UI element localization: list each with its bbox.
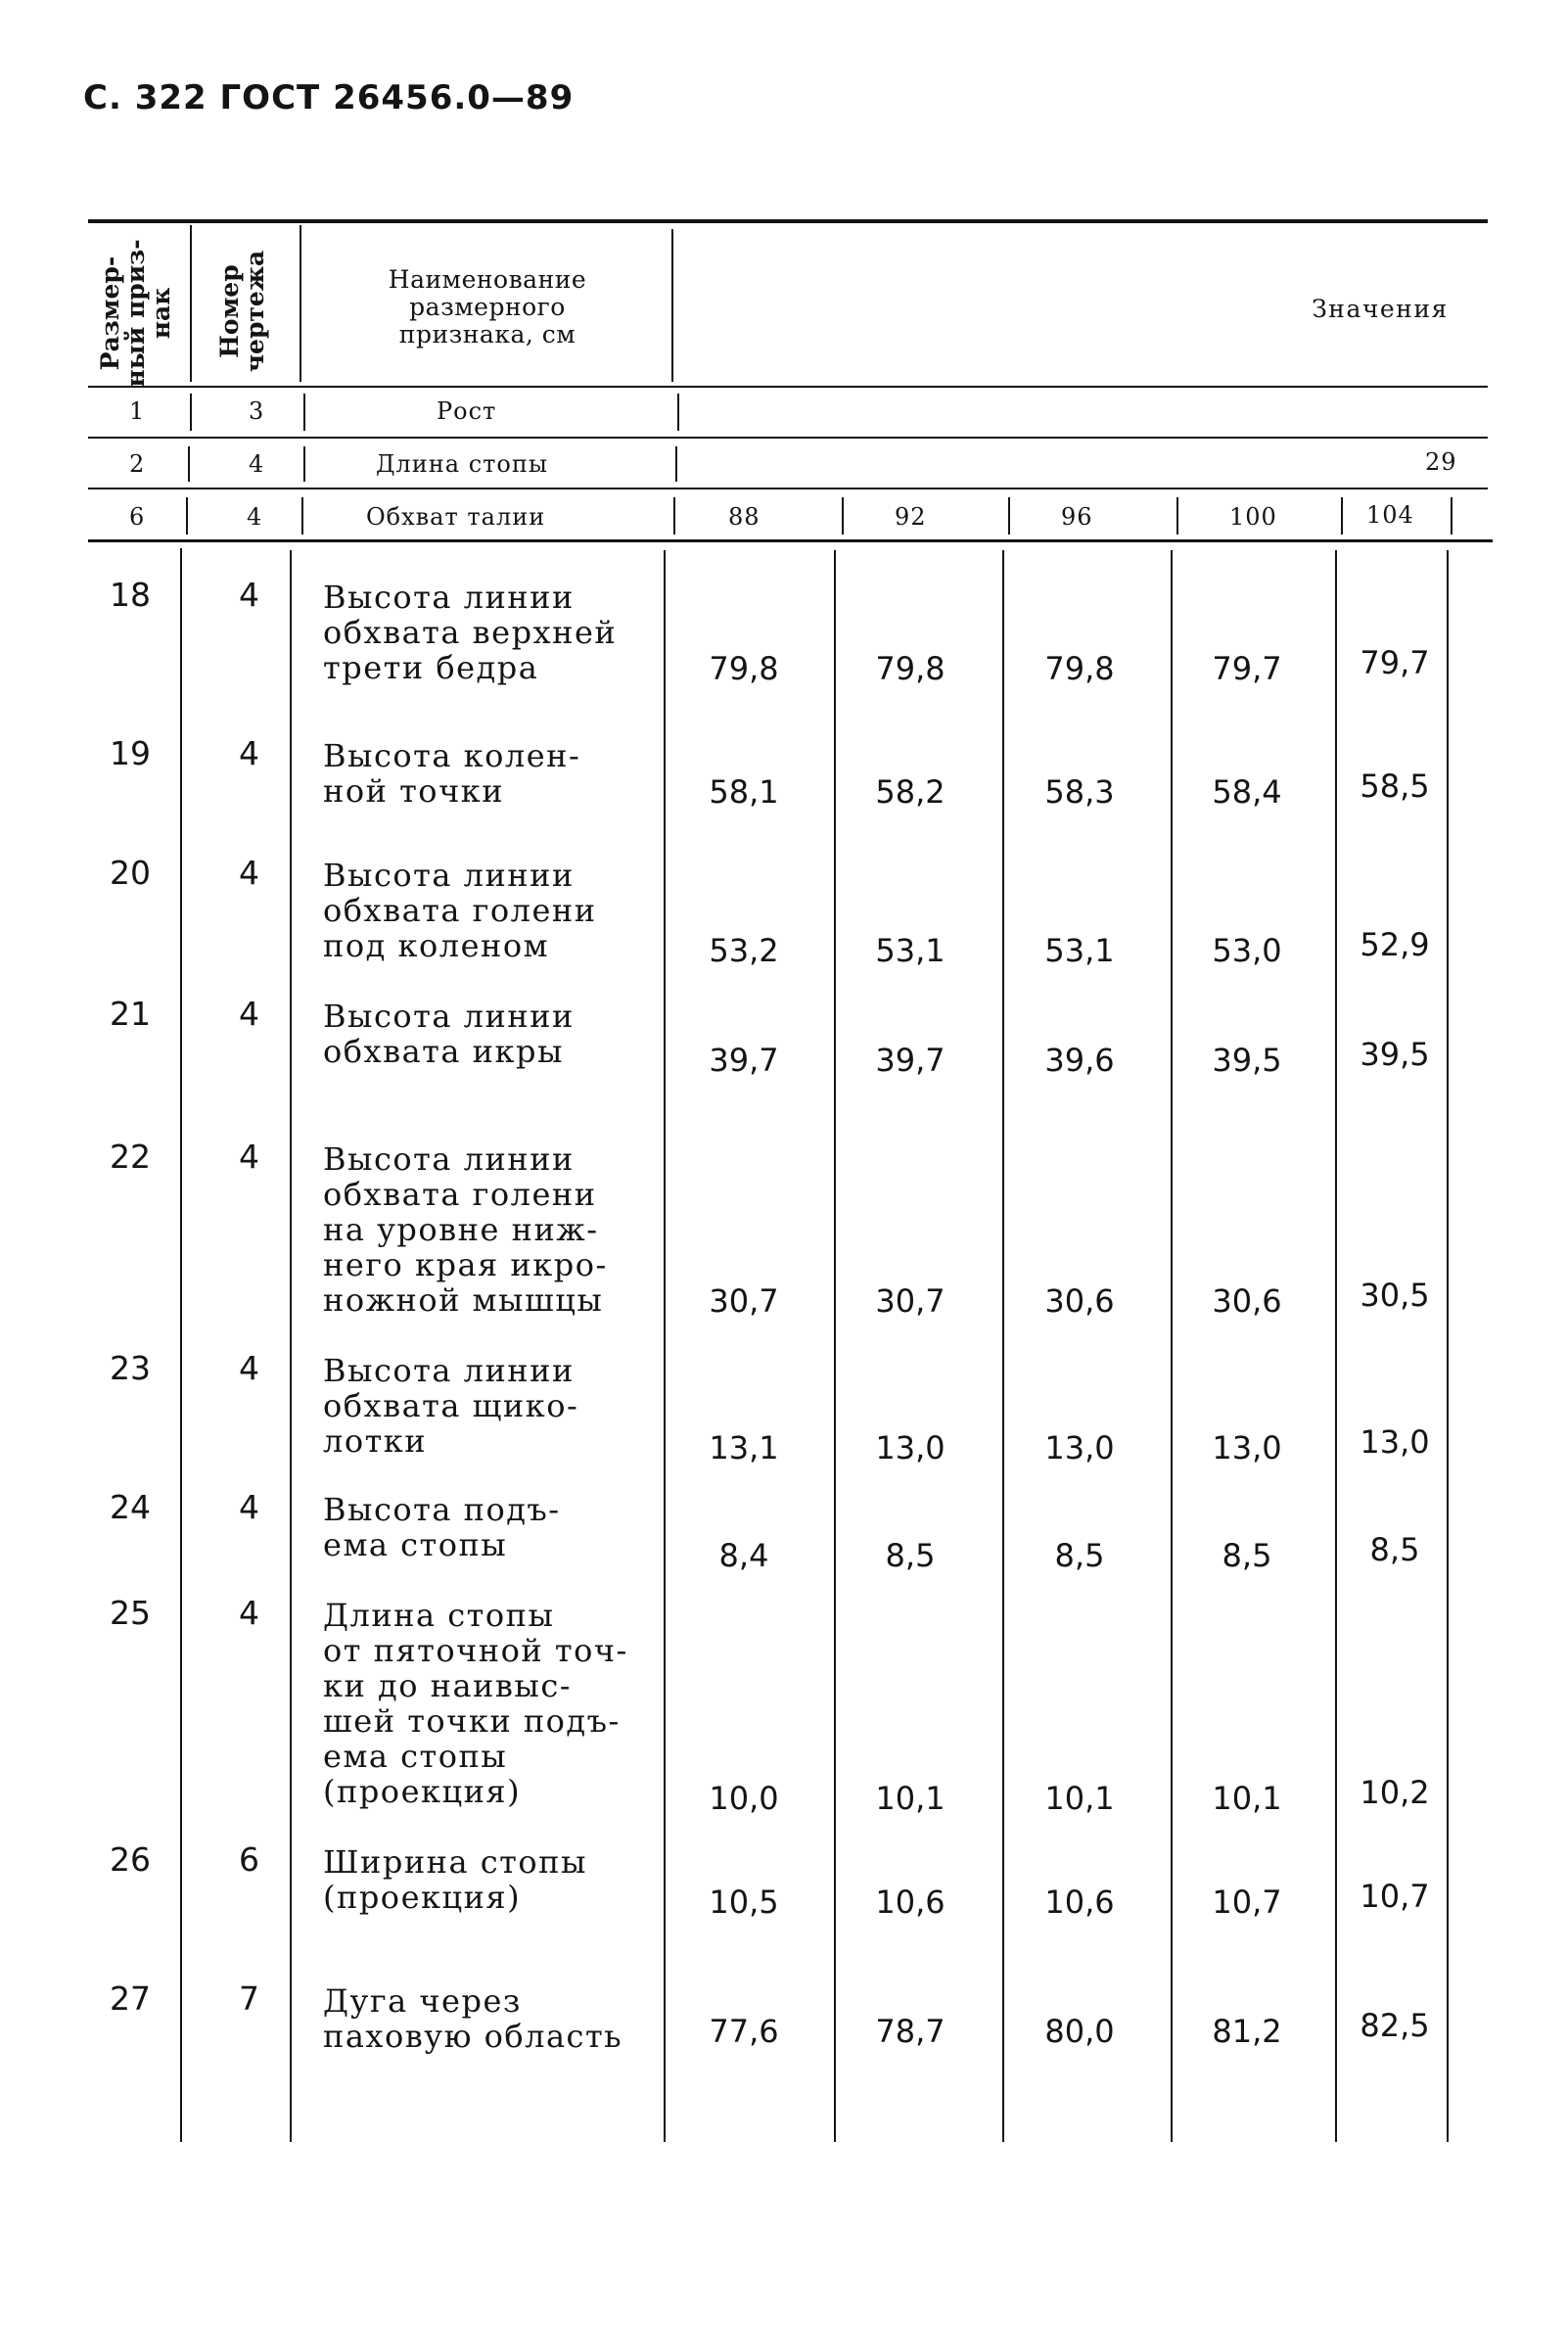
row-number: 19 (110, 734, 151, 772)
row3-vline-2 (301, 497, 303, 535)
row-value-2: 53,1 (875, 932, 945, 969)
row-value-5: 10,7 (1360, 1878, 1430, 1915)
row-value-2: 30,7 (875, 1282, 945, 1320)
row-value-3: 39,6 (1044, 1042, 1115, 1079)
row-value-1: 13,1 (709, 1429, 779, 1466)
row-drawing-number: 7 (239, 1979, 259, 2018)
header-bottom-rule (88, 386, 1488, 388)
row-value-5: 58,5 (1360, 768, 1430, 805)
waist-value-5: 104 (1366, 501, 1414, 529)
row3-vline-1 (186, 497, 188, 535)
waist-value-2: 92 (895, 503, 927, 531)
row-drawing-number: 4 (239, 1594, 259, 1632)
row-drawing-number: 4 (239, 1349, 259, 1387)
row3-vline-5 (1008, 497, 1010, 535)
row-value-3: 58,3 (1044, 773, 1115, 811)
row-value-3: 10,1 (1044, 1780, 1115, 1817)
row-value-1: 53,2 (709, 932, 779, 969)
row-value-3: 80,0 (1044, 2013, 1115, 2050)
row-value-1: 8,4 (718, 1537, 769, 1574)
row-value-4: 39,5 (1212, 1042, 1282, 1079)
row-value-2: 58,2 (875, 773, 945, 811)
row-value-3: 10,6 (1044, 1884, 1115, 1921)
header-vline-2 (300, 225, 301, 382)
row-value-4: 30,6 (1212, 1282, 1282, 1320)
row-feature-name: Ширина стопы (проекция) (323, 1843, 587, 1916)
row-value-3: 79,8 (1044, 650, 1115, 687)
row3-vline-4 (842, 497, 844, 535)
row2-vline-3 (675, 446, 677, 482)
row-value-1: 30,7 (709, 1282, 779, 1320)
row-value-3: 8,5 (1054, 1537, 1105, 1574)
row-value-4: 13,0 (1212, 1429, 1282, 1466)
row-feature-name: Высота подъ- ема стопы (323, 1491, 561, 1563)
row-feature-name: Высота линии обхвата голени на уровне ниж- него края икро- ножной мышцы (323, 1140, 608, 1319)
row-value-5: 30,5 (1360, 1277, 1430, 1314)
row-value-5: 79,7 (1360, 644, 1430, 681)
row-number: 23 (110, 1349, 151, 1387)
row1-vline-2 (303, 394, 305, 431)
header-vline-1 (190, 225, 192, 382)
waist-value-1: 88 (728, 503, 761, 531)
row-feature-name: Высота колен- ной точки (323, 737, 581, 810)
row-value-4: 10,7 (1212, 1884, 1282, 1921)
body-vline-2 (290, 550, 292, 2142)
row1-bottom-rule (88, 437, 1488, 439)
row-value-1: 77,6 (709, 2013, 779, 2050)
row-number: 27 (110, 1979, 151, 2018)
row1-vline-3 (677, 394, 679, 431)
row-value-4: 53,0 (1212, 932, 1282, 969)
row-value-5: 82,5 (1360, 2007, 1430, 2044)
row-drawing-number: 6 (239, 1840, 259, 1879)
body-vline-4 (834, 550, 836, 2142)
row-value-5: 52,9 (1360, 926, 1430, 963)
row-value-3: 13,0 (1044, 1429, 1115, 1466)
row-drawing-number: 4 (239, 1138, 259, 1176)
param-row-2-value: 29 (1425, 448, 1457, 476)
row-value-5: 8,5 (1369, 1531, 1420, 1568)
col-header-feature: Размер- ный приз- нак (96, 239, 175, 388)
param-row-1-name: Рост (437, 397, 497, 425)
row3-bottom-rule (88, 539, 1493, 542)
body-vline-5 (1002, 550, 1004, 2142)
param-row-1-num: 1 (129, 397, 146, 425)
row-drawing-number: 4 (239, 576, 259, 614)
row-value-3: 30,6 (1044, 1282, 1115, 1320)
row-value-2: 79,8 (875, 650, 945, 687)
param-row-2-drawing: 4 (249, 450, 265, 478)
row-value-1: 10,0 (709, 1780, 779, 1817)
row-number: 25 (110, 1594, 151, 1632)
body-vline-6 (1171, 550, 1173, 2142)
row-value-4: 8,5 (1222, 1537, 1272, 1574)
row-value-1: 39,7 (709, 1042, 779, 1079)
row3-vline-3 (673, 497, 675, 535)
col-header-name: Наименование размерного признака, см (388, 265, 587, 349)
body-vline-1 (180, 548, 182, 2142)
table-top-rule (88, 219, 1488, 223)
header-vline-3 (671, 229, 673, 382)
row2-vline-1 (188, 446, 190, 482)
page-header: С. 322 ГОСТ 26456.0—89 (83, 78, 575, 117)
row3-vline-8 (1451, 497, 1453, 535)
row-drawing-number: 4 (239, 995, 259, 1033)
row-value-1: 58,1 (709, 773, 779, 811)
row-value-2: 10,6 (875, 1884, 945, 1921)
param-row-3-num: 6 (129, 503, 146, 531)
waist-value-3: 96 (1061, 503, 1093, 531)
row-number: 22 (110, 1138, 151, 1176)
row-feature-name: Высота линии обхвата верхней трети бедра (323, 579, 618, 686)
row-number: 20 (110, 854, 151, 892)
row-feature-name: Высота линии обхвата щико- лотки (323, 1352, 579, 1460)
col-header-values: Значения (1312, 295, 1449, 323)
row-value-3: 53,1 (1044, 932, 1115, 969)
row3-vline-7 (1341, 497, 1343, 535)
row-value-5: 13,0 (1360, 1423, 1430, 1461)
param-row-2-name: Длина стопы (376, 450, 548, 478)
row1-vline-1 (190, 394, 192, 431)
row-number: 26 (110, 1840, 151, 1879)
row-value-4: 58,4 (1212, 773, 1282, 811)
row-value-2: 10,1 (875, 1780, 945, 1817)
row-value-2: 13,0 (875, 1429, 945, 1466)
row-feature-name: Дуга через паховую область (323, 1982, 623, 2055)
param-row-1-drawing: 3 (249, 397, 265, 425)
row-feature-name: Высота линии обхвата голени под коленом (323, 857, 597, 964)
row-value-4: 81,2 (1212, 2013, 1282, 2050)
waist-value-4: 100 (1229, 503, 1277, 531)
row-number: 21 (110, 995, 151, 1033)
col-header-drawing: Номер чертежа (215, 250, 269, 373)
row-value-5: 39,5 (1360, 1036, 1430, 1073)
row-value-2: 8,5 (885, 1537, 936, 1574)
param-row-2-num: 2 (129, 450, 146, 478)
row-value-4: 79,7 (1212, 650, 1282, 687)
row-drawing-number: 4 (239, 854, 259, 892)
row-value-4: 10,1 (1212, 1780, 1282, 1817)
row-number: 18 (110, 576, 151, 614)
row-value-1: 79,8 (709, 650, 779, 687)
row-feature-name: Высота линии обхвата икры (323, 998, 575, 1070)
row-drawing-number: 4 (239, 734, 259, 772)
body-vline-3 (664, 550, 666, 2142)
param-row-3-drawing: 4 (247, 503, 263, 531)
row-value-5: 10,2 (1360, 1774, 1430, 1811)
row-drawing-number: 4 (239, 1488, 259, 1526)
row-value-2: 39,7 (875, 1042, 945, 1079)
row-value-2: 78,7 (875, 2013, 945, 2050)
row-number: 24 (110, 1488, 151, 1526)
row2-bottom-rule (88, 488, 1488, 489)
row3-vline-6 (1176, 497, 1178, 535)
param-row-3-name: Обхват талии (366, 503, 546, 531)
row-feature-name: Длина стопы от пяточной точ- ки до наивыс- шей точки подъ- ема стопы (проекция) (323, 1597, 628, 1810)
row2-vline-2 (303, 446, 305, 482)
row-value-1: 10,5 (709, 1884, 779, 1921)
